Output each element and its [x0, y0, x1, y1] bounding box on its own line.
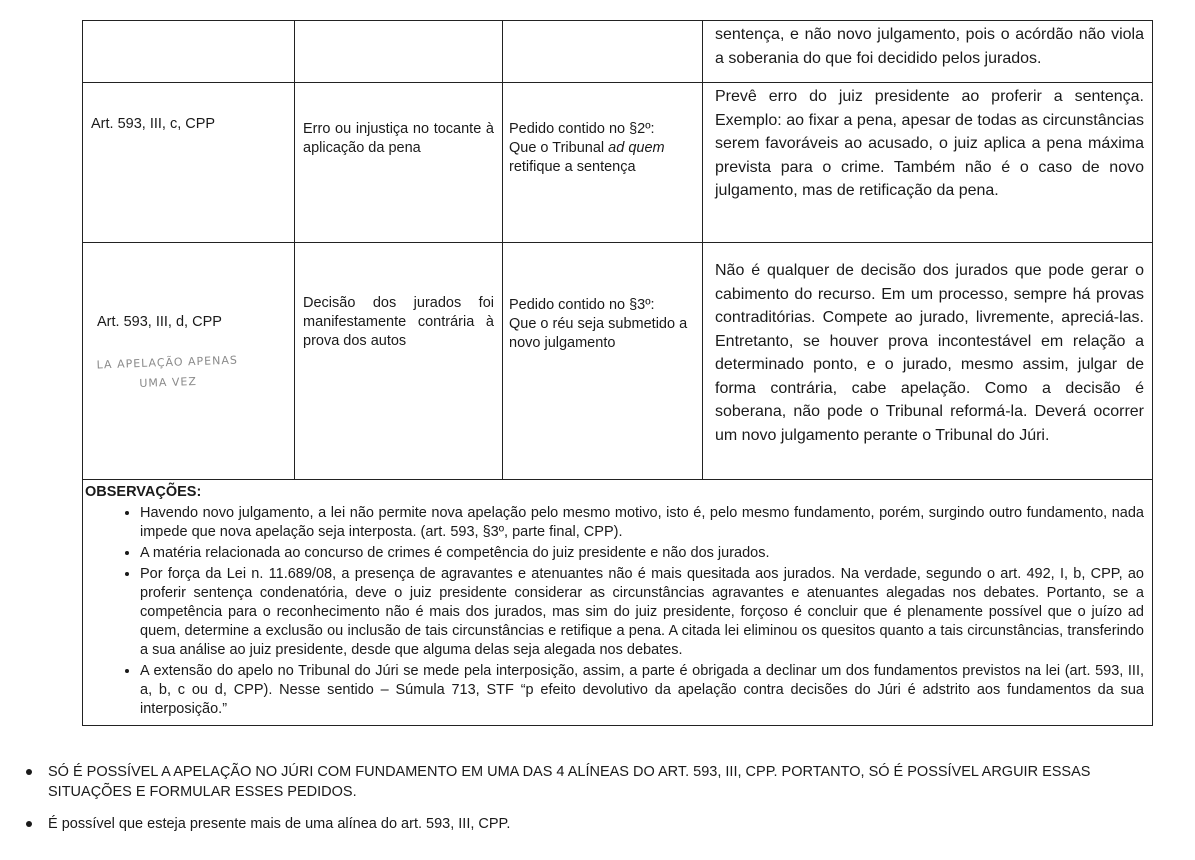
bullet-icon	[26, 769, 32, 775]
handwritten-note	[96, 351, 239, 396]
table-cell	[83, 83, 295, 243]
table-cell	[295, 243, 503, 480]
request-body: Que o réu seja submetido a novo julgamento	[509, 316, 688, 351]
ground-text: Erro ou injustiça no tocante à aplicação da pena	[303, 121, 494, 156]
list-item: • Por força da Lei n. 11.689/08, a presença de agravantes e atenuantes não é mais quesitada aos jurados. Na verdade, segundo o art. 492, I, b, CPP, ao proferir sentença condenatória, deve o juiz presidente considerar as circunstâncias agravantes e atenuantes alegadas nos debates. Portanto, se a competência para o reconhecimento não é mais dos jurados, mas sim do juiz presidente, forçoso é concluir que é plenamente possível que o juízo ad quem, determine a exclusão ou inclusão de tais circunstâncias e retifique a pena. A citada lei eliminou os quesitos quanto a tais circunstâncias, transferindo a sua análise ao juiz presidente, desde que alguma delas seja alegada nos debates.	[140, 565, 1144, 660]
observations-box	[83, 480, 1152, 725]
explanation-text: sentença, e não novo julgamento, pois o acórdão não viola a soberania do que foi decidido pelos jurados.	[715, 26, 1144, 67]
list-item	[26, 762, 1146, 802]
table-cell	[703, 243, 1153, 480]
bottom-note-text: SÓ É POSSÍVEL A APELAÇÃO NO JÚRI COM FUNDAMENTO EM UMA DAS 4 ALÍNEAS DO ART. 593, III, CPP. PORTANTO, SÓ É POSSÍVEL ARGUIR ESSAS SITUAÇÕES E FORMULAR ESSES PEDIDOS.	[48, 764, 1091, 800]
request-heading: Pedido contido no §2º:	[509, 121, 655, 137]
bottom-notes	[26, 762, 1146, 846]
observations-title: OBSERVAÇÕES:	[85, 484, 202, 500]
bottom-note-text: É possível que esteja presente mais de uma alínea do art. 593, III, CPP.	[48, 816, 511, 832]
appeal-table	[82, 20, 1153, 726]
request-italic: ad quem	[608, 140, 665, 156]
table-cell	[295, 21, 503, 83]
table-cell	[503, 83, 703, 243]
list-item: • Havendo novo julgamento, a lei não permite nova apelação pelo mesmo motivo, isto é, pelo mesmo fundamento, porém, surgindo outro fundamento, nada impede que nova apelação seja interposta. (art. 593, §3º, parte final, CPP).	[140, 504, 1144, 542]
table-row	[83, 243, 1153, 480]
ground-text: Decisão dos jurados foi manifestamente contrária à prova dos autos	[303, 295, 494, 349]
bullet-icon	[26, 821, 32, 827]
table-row	[83, 83, 1153, 243]
request-body-part: retifique a sentença	[509, 159, 636, 175]
request-heading: Pedido contido no §3º:	[509, 297, 655, 313]
article-label: Art. 593, III, d, CPP	[97, 314, 222, 330]
article-cell	[83, 243, 294, 479]
table-cell	[295, 83, 503, 243]
request-text	[503, 83, 702, 177]
table-cell	[503, 243, 703, 480]
list-item: • A matéria relacionada ao concurso de crimes é competência do juiz presidente e não dos jurados.	[140, 544, 1144, 563]
list-item: • A extensão do apelo no Tribunal do Júri se mede pela interposição, assim, a parte é obrigada a declinar um dos fundamentos previstos na lei (art. 593, III, a, b, c ou d, CPP). Nesse sentido – Súmula 713, STF “p efeito devolutivo da apelação contra decisões do Júri é adstrito aos fundamentos da sua interposição.”	[140, 662, 1144, 719]
table-cell	[703, 21, 1153, 83]
request-body-part: Que o Tribunal	[509, 140, 609, 156]
handwritten-note-line: LA APELAÇÃO APENAS	[96, 353, 239, 372]
table-cell	[83, 243, 295, 480]
table-cell	[83, 21, 295, 83]
article-label: Art. 593, III, c, CPP	[91, 116, 216, 132]
table-row	[83, 21, 1153, 83]
table-cell	[503, 21, 703, 83]
explanation-text: Não é qualquer de decisão dos jurados que pode gerar o cabimento do recurso. Em um processo, sempre há provas contraditórias. Compete ao jurado, livremente, apreciá-las. Entretanto, se houver prova incontestável em relação a determinado ponto, e o jurado, mesmo assim, julgar de forma contrária, cabe apelação. Como a decisão é soberana, não pode o Tribunal reformá-la. Deverá ocorrer um novo julgamento perante o Tribunal do Júri.	[715, 262, 1144, 444]
list-item	[26, 814, 1146, 834]
handwritten-note-line: UMA VEZ	[139, 374, 198, 390]
observations-list	[85, 504, 1144, 719]
table-cell	[703, 83, 1153, 243]
request-text	[503, 243, 702, 353]
table-row	[83, 480, 1153, 726]
observations-cell	[83, 480, 1153, 726]
explanation-text: Prevê erro do juiz presidente ao proferir a sentença. Exemplo: ao fixar a pena, apesar de todas as circunstâncias serem favoráveis ao acusado, o juiz aplica a pena máxima prevista para o crime. Também não é o caso de novo julgamento, mas de retificação da pena.	[715, 88, 1144, 199]
